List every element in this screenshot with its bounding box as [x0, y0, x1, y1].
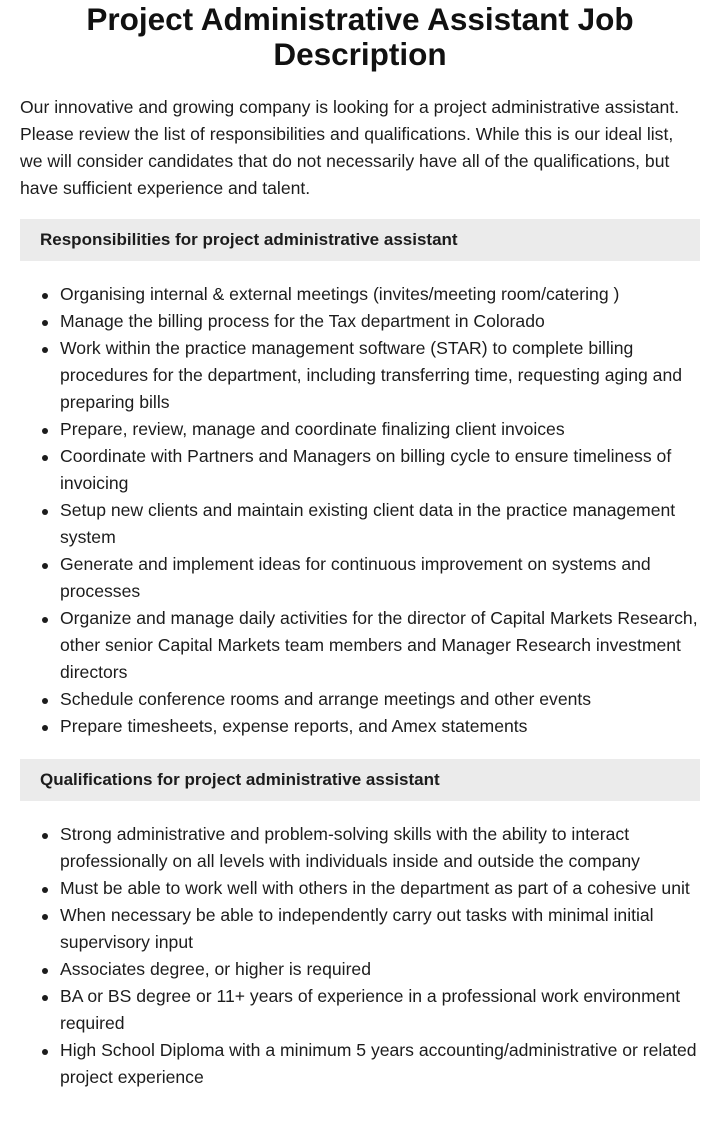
list-item — [20, 281, 700, 308]
bullet-icon — [42, 725, 48, 731]
bullet-icon — [42, 347, 48, 353]
list-item-text: Generate and implement ideas for continuous improvement on systems and processes — [60, 554, 651, 601]
list-item — [20, 443, 700, 497]
list-item — [20, 416, 700, 443]
list-item-text: Setup new clients and maintain existing client data in the practice management system — [60, 500, 676, 547]
list-item-text: Schedule conference rooms and arrange meetings and other events — [60, 689, 592, 709]
list-item — [20, 308, 700, 335]
bullet-icon — [42, 455, 48, 461]
list-item-text: Work within the practice management software (STAR) to complete billing procedures for the department, including transferring time, requesting aging and preparing bills — [60, 338, 683, 412]
bullet-icon — [42, 293, 48, 299]
qualifications-list — [20, 821, 700, 1091]
intro-paragraph: Our innovative and growing company is looking for a project administrative assistant. Please review the list of responsibilities and qualifications. While this is our ideal list, we will consider candidates that do not necessarily have all of the qualifications, but have sufficient experience and talent. — [20, 97, 680, 198]
list-item — [20, 713, 700, 740]
list-item — [20, 1037, 700, 1091]
bullet-icon — [42, 428, 48, 434]
bullet-icon — [42, 320, 48, 326]
list-item-text: Coordinate with Partners and Managers on billing cycle to ensure timeliness of invoicing — [60, 446, 672, 493]
list-item — [20, 902, 700, 956]
list-item — [20, 551, 700, 605]
bullet-icon — [42, 563, 48, 569]
list-item — [20, 821, 700, 875]
list-item-text: Organising internal & external meetings (invites/meeting room/catering ) — [60, 284, 620, 304]
qualifications-heading: Qualifications for project administrative assistant — [20, 759, 700, 801]
bullet-icon — [42, 833, 48, 839]
list-item-text: Associates degree, or higher is required — [60, 959, 371, 979]
list-item — [20, 956, 700, 983]
bullet-icon — [42, 509, 48, 515]
list-item-text: Prepare timesheets, expense reports, and Amex statements — [60, 716, 528, 736]
list-item-text: Prepare, review, manage and coordinate finalizing client invoices — [60, 419, 565, 439]
bullet-icon — [42, 914, 48, 920]
list-item-text: Organize and manage daily activities for the director of Capital Markets Research, other senior Capital Markets team members and Manager Research investment directors — [60, 608, 698, 682]
list-item — [20, 983, 700, 1037]
page-title: Project Administrative Assistant Job Description — [86, 1, 634, 72]
bullet-icon — [42, 887, 48, 893]
responsibilities-list — [20, 281, 700, 740]
list-item-text: When necessary be able to independently carry out tasks with minimal initial supervisory input — [60, 905, 654, 952]
list-item-text: Strong administrative and problem-solving skills with the ability to interact professionally on all levels with individuals inside and outside the company — [60, 824, 640, 871]
bullet-icon — [42, 995, 48, 1001]
bullet-icon — [42, 698, 48, 704]
list-item — [20, 605, 700, 686]
bullet-icon — [42, 968, 48, 974]
responsibilities-heading: Responsibilities for project administrative assistant — [20, 219, 700, 261]
bullet-icon — [42, 1049, 48, 1055]
list-item — [20, 497, 700, 551]
list-item-text: High School Diploma with a minimum 5 years accounting/administrative or related project experience — [60, 1040, 697, 1087]
list-item — [20, 875, 700, 902]
list-item-text: BA or BS degree or 11+ years of experience in a professional work environment required — [60, 986, 681, 1033]
bullet-icon — [42, 617, 48, 623]
list-item-text: Manage the billing process for the Tax department in Colorado — [60, 311, 545, 331]
job-description-page — [0, 2, 720, 1091]
list-item-text: Must be able to work well with others in the department as part of a cohesive unit — [60, 878, 690, 898]
list-item — [20, 686, 700, 713]
list-item — [20, 335, 700, 416]
